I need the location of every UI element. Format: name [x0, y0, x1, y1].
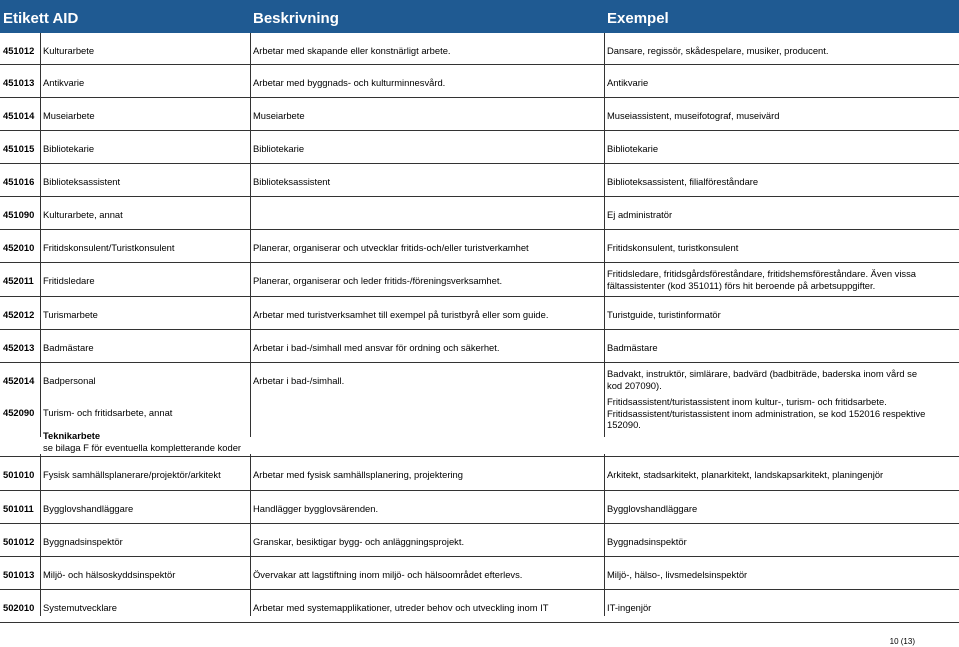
- row-description: Museiarbete: [253, 110, 305, 121]
- row-id: 452013: [3, 342, 35, 353]
- row-description: Arbetar med turistverksamhet till exempel på turistbyrå eller som guide.: [253, 309, 549, 320]
- header-examples: Exempel: [607, 10, 669, 27]
- header-id: Etikett AID: [3, 10, 79, 27]
- row-examples: Fritidskonsulent, turistkonsulent: [607, 242, 739, 253]
- row-description: Bibliotekarie: [253, 143, 305, 154]
- row-label: Turism- och fritidsarbete, annat: [43, 407, 173, 418]
- row-description: Arbetar med fysisk samhällsplanering, projektering: [253, 469, 463, 480]
- row-description: Arbetar med skapande eller konstnärligt arbete.: [253, 45, 451, 56]
- table-row: [0, 590, 959, 623]
- row-examples: Fritidsledare, fritidsgårdsföreståndare, fritidshemsföreståndare. Även vissa fältassistenter (kod 351011) förs hit beroende på arbetsuppgifter.: [607, 268, 916, 291]
- row-examples: Antikvarie: [607, 77, 649, 88]
- row-examples: IT-ingenjör: [607, 602, 652, 613]
- table-row: [0, 197, 959, 230]
- row-id: 502010: [3, 602, 35, 613]
- row-description: Granskar, besiktigar bygg- och anläggningsprojekt.: [253, 536, 465, 547]
- row-id: 452012: [3, 309, 35, 320]
- table-row: [0, 557, 959, 590]
- table-row: [0, 457, 959, 491]
- row-description: Planerar, organiserar och leder fritids-/föreningsverksamhet.: [253, 275, 503, 286]
- row-label: Fritidskonsulent/Turistkonsulent: [43, 242, 175, 253]
- row-description: Arbetar i bad-/simhall.: [253, 375, 345, 386]
- row-label: Systemutvecklare: [43, 602, 117, 613]
- row-examples: Miljö-, hälso-, livsmedelsinspektör: [607, 569, 748, 580]
- row-id: 451016: [3, 176, 35, 187]
- table-row: [0, 230, 959, 263]
- table-header: [0, 0, 959, 33]
- row-label: Bibliotekarie: [43, 143, 95, 154]
- row-label: Fysisk samhällsplanerare/projektör/arkitekt: [43, 469, 221, 480]
- table-row: [0, 363, 959, 430]
- table-row: [0, 98, 959, 131]
- table-row: [0, 131, 959, 164]
- row-label: Antikvarie: [43, 77, 85, 88]
- row-label: Badpersonal: [43, 375, 96, 386]
- row-description: Arbetar i bad-/simhall med ansvar för ordning och säkerhet.: [253, 342, 500, 353]
- row-id: 451090: [3, 209, 35, 220]
- row-label: Kulturarbete: [43, 45, 95, 56]
- row-id: 452011: [3, 275, 34, 286]
- row-id: 451015: [3, 143, 35, 154]
- row-description: Biblioteksassistent: [253, 176, 331, 187]
- row-description: Arbetar med systemapplikationer, utreder behov och utveckling inom IT: [253, 602, 549, 613]
- row-examples: Biblioteksassistent, filialföreståndare: [607, 176, 759, 187]
- table-row: [0, 263, 959, 297]
- row-examples: Byggnadsinspektör: [607, 536, 687, 547]
- row-id: 501011: [3, 503, 34, 514]
- row-examples: Turistguide, turistinformatör: [607, 309, 721, 320]
- row-examples: Badvakt, instruktör, simlärare, badvärd (badbiträde, baderska inom vård se kod 207090).: [607, 368, 918, 391]
- row-id: 451014: [3, 110, 35, 121]
- row-examples: Bibliotekarie: [607, 143, 659, 154]
- section-heading: [0, 425, 959, 457]
- header-description: Beskrivning: [253, 10, 339, 27]
- table-row: [0, 491, 959, 524]
- section-title: Teknikarbete: [43, 430, 101, 441]
- row-id: 501010: [3, 469, 35, 480]
- table-row: [0, 33, 959, 65]
- row-examples: Bygglovshandläggare: [607, 503, 698, 514]
- row-label: Miljö- och hälsoskyddsinspektör: [43, 569, 176, 580]
- row-description: Övervakar att lagstiftning inom miljö- och hälsoområdet efterlevs.: [253, 569, 523, 580]
- row-examples: Ej administratör: [607, 209, 673, 220]
- page-number: 10 (13): [889, 637, 915, 646]
- row-id: 501012: [3, 536, 35, 547]
- row-id: 452010: [3, 242, 35, 253]
- row-label: Biblioteksassistent: [43, 176, 121, 187]
- row-label: Fritidsledare: [43, 275, 95, 286]
- table-body: [0, 33, 959, 623]
- row-label: Turismarbete: [43, 309, 98, 320]
- row-label: Badmästare: [43, 342, 94, 353]
- row-id: 451012: [3, 45, 35, 56]
- row-id: 452090: [3, 407, 35, 418]
- row-id: 452014: [3, 375, 35, 386]
- table-row: [0, 164, 959, 197]
- row-description: Handlägger bygglovsärenden.: [253, 503, 379, 514]
- row-id: 451013: [3, 77, 35, 88]
- section-note: se bilaga F för eventuella kompletterande koder: [43, 442, 242, 453]
- table-row: [0, 65, 959, 98]
- row-label: Kulturarbete, annat: [43, 209, 123, 220]
- table-row: [0, 297, 959, 330]
- row-examples: Badmästare: [607, 342, 658, 353]
- row-description: Arbetar med byggnads- och kulturminnesvård.: [253, 77, 446, 88]
- row-examples: Fritidsassistent/turistassistent inom kultur-, turism- och fritidsarbete. Fritidsassistent/turistassistent inom administration, se kod 152016 respektive 152090.: [607, 396, 926, 430]
- row-label: Bygglovshandläggare: [43, 503, 134, 514]
- row-examples: Dansare, regissör, skådespelare, musiker, producent.: [607, 45, 829, 56]
- row-description: Planerar, organiserar och utvecklar fritids-och/eller turistverkamhet: [253, 242, 529, 253]
- row-examples: Arkitekt, stadsarkitekt, planarkitekt, landskapsarkitekt, planingenjör: [607, 469, 884, 480]
- row-examples: Museiassistent, museifotograf, museivärd: [607, 110, 780, 121]
- row-id: 501013: [3, 569, 35, 580]
- row-label: Museiarbete: [43, 110, 95, 121]
- table-row: [0, 524, 959, 557]
- table-row: [0, 330, 959, 363]
- row-label: Byggnadsinspektör: [43, 536, 123, 547]
